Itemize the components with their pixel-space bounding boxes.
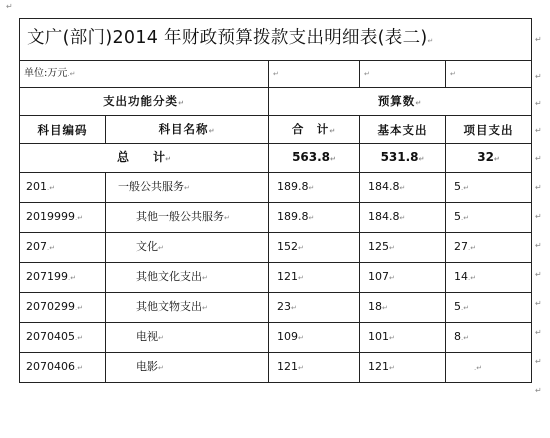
basic: 18 <box>368 300 382 313</box>
cell-end-mark: .↵ <box>75 364 84 372</box>
name-cell <box>106 233 269 263</box>
table-row <box>20 203 532 233</box>
cell-end-mark: .↵ <box>75 334 84 342</box>
basic: 101 <box>368 330 389 343</box>
cell-end-mark: .↵ <box>468 244 477 252</box>
empty-cell <box>446 61 532 88</box>
paragraph-mark: ↵ <box>6 2 13 11</box>
name: 其他文物支出 <box>136 300 202 313</box>
cell-end-mark: ↵ <box>184 184 190 192</box>
project-cell <box>446 173 532 203</box>
header-name <box>106 116 269 144</box>
cell-end-mark: ↵ <box>298 364 304 372</box>
name: 电视 <box>136 330 158 343</box>
basic-cell <box>360 203 446 233</box>
basic-cell <box>360 233 446 263</box>
cell-end-mark: ↵ <box>298 334 304 342</box>
cell-end-mark: ↵ <box>329 126 337 135</box>
cell-end-mark: .↵ <box>68 274 77 282</box>
header-basic <box>360 116 446 144</box>
cell-end-mark: ↵ <box>450 70 456 78</box>
project: 8 <box>454 330 461 343</box>
cell-end-mark: ↵ <box>273 70 279 78</box>
project-cell <box>446 263 532 293</box>
cell-end-mark: ↵ <box>202 274 208 282</box>
total-cell <box>269 323 360 353</box>
cell-end-mark: ↵ <box>291 304 297 312</box>
code-cell <box>20 263 106 293</box>
empty-cell <box>269 61 360 88</box>
code-cell <box>20 323 106 353</box>
cell-end-mark: ↵ <box>298 244 304 252</box>
cell-end-mark: ↵ <box>330 155 336 163</box>
name: 其他一般公共服务 <box>136 210 224 223</box>
summary-label-cell <box>20 144 269 173</box>
total-cell <box>269 293 360 323</box>
summary-row <box>20 144 532 173</box>
row-end-mark: ↵ <box>535 154 542 163</box>
table-row <box>20 293 532 323</box>
cell-end-mark: .↵ <box>468 274 477 282</box>
table-row <box>20 263 532 293</box>
table-row <box>20 353 532 383</box>
name-cell <box>106 353 269 383</box>
table-row <box>20 233 532 263</box>
code-cell <box>20 353 106 383</box>
cell-end-mark: .↵ <box>67 70 76 78</box>
header-label: 支出功能分类 <box>103 93 179 108</box>
project-cell <box>446 353 532 383</box>
total-cell <box>269 203 360 233</box>
row-end-mark: ↵ <box>535 328 542 337</box>
cell-end-mark: .↵ <box>461 334 470 342</box>
total-cell <box>269 353 360 383</box>
row-end-mark: ↵ <box>535 299 542 308</box>
code: 2019999 <box>26 210 75 223</box>
name-cell <box>106 323 269 353</box>
project: 27 <box>454 240 468 253</box>
total: 121 <box>277 270 298 283</box>
cell-end-mark: ↵ <box>158 364 164 372</box>
cell-end-mark: ↵ <box>202 304 208 312</box>
cell-end-mark: ↵ <box>418 155 425 163</box>
group-header-row <box>20 88 532 116</box>
cell-end-mark: ↵ <box>389 334 395 342</box>
project-cell <box>446 203 532 233</box>
cell-end-mark: ↵ <box>399 214 406 222</box>
summary-basic-cell <box>360 144 446 173</box>
header-function-classification <box>20 88 269 116</box>
total-cell <box>269 263 360 293</box>
cell-end-mark: ↵ <box>382 304 388 312</box>
cell-end-mark: ↵ <box>208 126 216 135</box>
project: 14 <box>454 270 468 283</box>
header-label: 基本支出 <box>377 122 428 137</box>
project: 5 <box>454 180 461 193</box>
cell-end-mark: ↵ <box>224 214 230 222</box>
cell-end-mark: ↵ <box>415 98 423 107</box>
unit-cell <box>20 61 269 88</box>
code: 201 <box>26 180 47 193</box>
code-cell <box>20 173 106 203</box>
summary-project: 32 <box>477 150 494 164</box>
summary-project-cell <box>446 144 532 173</box>
cell-end-mark: .↵ <box>47 244 56 252</box>
unit-label: 单位:万元 <box>24 68 68 79</box>
cell-end-mark: .↵ <box>474 364 483 372</box>
table-title-cell <box>20 19 532 61</box>
basic: 121 <box>368 360 389 373</box>
name-cell <box>106 263 269 293</box>
table-row <box>20 173 532 203</box>
basic: 107 <box>368 270 389 283</box>
cell-end-mark: ↵ <box>298 274 304 282</box>
basic-cell <box>360 173 446 203</box>
row-end-mark: ↵ <box>535 386 542 395</box>
header-total <box>269 116 360 144</box>
total: 23 <box>277 300 291 313</box>
empty-cell <box>360 61 446 88</box>
project: 5 <box>454 210 461 223</box>
cell-end-mark: .↵ <box>75 304 84 312</box>
cell-end-mark: ↵ <box>158 334 164 342</box>
code: 2070406 <box>26 360 75 373</box>
budget-table <box>19 18 532 383</box>
row-end-mark: ↵ <box>535 241 542 250</box>
basic: 184.8 <box>368 180 400 193</box>
cell-end-mark: ↵ <box>389 364 395 372</box>
cell-end-mark: ↵ <box>399 184 406 192</box>
name: 其他文化支出 <box>136 270 202 283</box>
code: 207 <box>26 240 47 253</box>
header-label: 科目名称 <box>158 121 209 136</box>
summary-total: 563.8 <box>292 150 331 164</box>
code: 2070299 <box>26 300 75 313</box>
name: 电影 <box>136 360 158 373</box>
total-cell <box>269 173 360 203</box>
row-end-mark: ↵ <box>535 212 542 221</box>
code-cell <box>20 203 106 233</box>
row-end-mark: ↵ <box>535 183 542 192</box>
cell-end-mark: .↵ <box>47 184 56 192</box>
summary-basic: 531.8 <box>380 150 419 164</box>
basic: 125 <box>368 240 389 253</box>
cell-end-mark: .↵ <box>75 214 84 222</box>
header-label: 预算数 <box>377 93 416 108</box>
cell-end-mark: ↵ <box>427 37 434 45</box>
cell-end-mark: ↵ <box>178 98 185 107</box>
header-label: 科目编码 <box>37 122 88 137</box>
total: 121 <box>277 360 298 373</box>
summary-total-cell <box>269 144 360 173</box>
name: 文化 <box>136 240 158 253</box>
summary-label: 总 计 <box>117 150 166 164</box>
code: 2070405 <box>26 330 75 343</box>
cell-end-mark: ↵ <box>389 244 395 252</box>
basic-cell <box>360 353 446 383</box>
project-cell <box>446 293 532 323</box>
column-header-row <box>20 116 532 144</box>
total-cell <box>269 233 360 263</box>
basic: 184.8 <box>368 210 400 223</box>
cell-end-mark: ↵ <box>308 214 315 222</box>
row-end-mark: ↵ <box>535 72 542 81</box>
project: 5 <box>454 300 461 313</box>
code-cell <box>20 233 106 263</box>
cell-end-mark: ↵ <box>158 244 164 252</box>
cell-end-mark: ↵ <box>364 70 370 78</box>
unit-row <box>20 61 532 88</box>
cell-end-mark: .↵ <box>461 214 470 222</box>
project-cell <box>446 323 532 353</box>
total: 189.8 <box>277 180 309 193</box>
name-cell <box>106 173 269 203</box>
row-end-mark: ↵ <box>535 99 542 108</box>
header-project <box>446 116 532 144</box>
header-budget <box>269 88 532 116</box>
table-title: 文广(部门)2014 年财政预算拨款支出明细表(表二) <box>27 28 428 48</box>
header-label: 项目支出 <box>463 122 514 137</box>
row-end-mark: ↵ <box>535 270 542 279</box>
basic-cell <box>360 323 446 353</box>
name-cell <box>106 203 269 233</box>
row-end-mark: ↵ <box>535 35 542 44</box>
code-cell <box>20 293 106 323</box>
cell-end-mark: .↵ <box>461 304 470 312</box>
cell-end-mark: ↵ <box>493 155 500 163</box>
project-cell <box>446 233 532 263</box>
cell-end-mark: ↵ <box>165 155 171 163</box>
table-row <box>20 323 532 353</box>
cell-end-mark: ↵ <box>308 184 315 192</box>
total: 189.8 <box>277 210 309 223</box>
total: 152 <box>277 240 298 253</box>
cell-end-mark: ↵ <box>389 274 395 282</box>
basic-cell <box>360 263 446 293</box>
title-row <box>20 19 532 61</box>
code: 207199 <box>26 270 68 283</box>
total: 109 <box>277 330 298 343</box>
basic-cell <box>360 293 446 323</box>
header-code <box>20 116 106 144</box>
name: 一般公共服务 <box>118 180 184 193</box>
row-end-mark: ↵ <box>535 357 542 366</box>
cell-end-mark: .↵ <box>461 184 470 192</box>
header-label: 合 计 <box>291 121 330 136</box>
name-cell <box>106 293 269 323</box>
row-end-mark: ↵ <box>535 126 542 135</box>
